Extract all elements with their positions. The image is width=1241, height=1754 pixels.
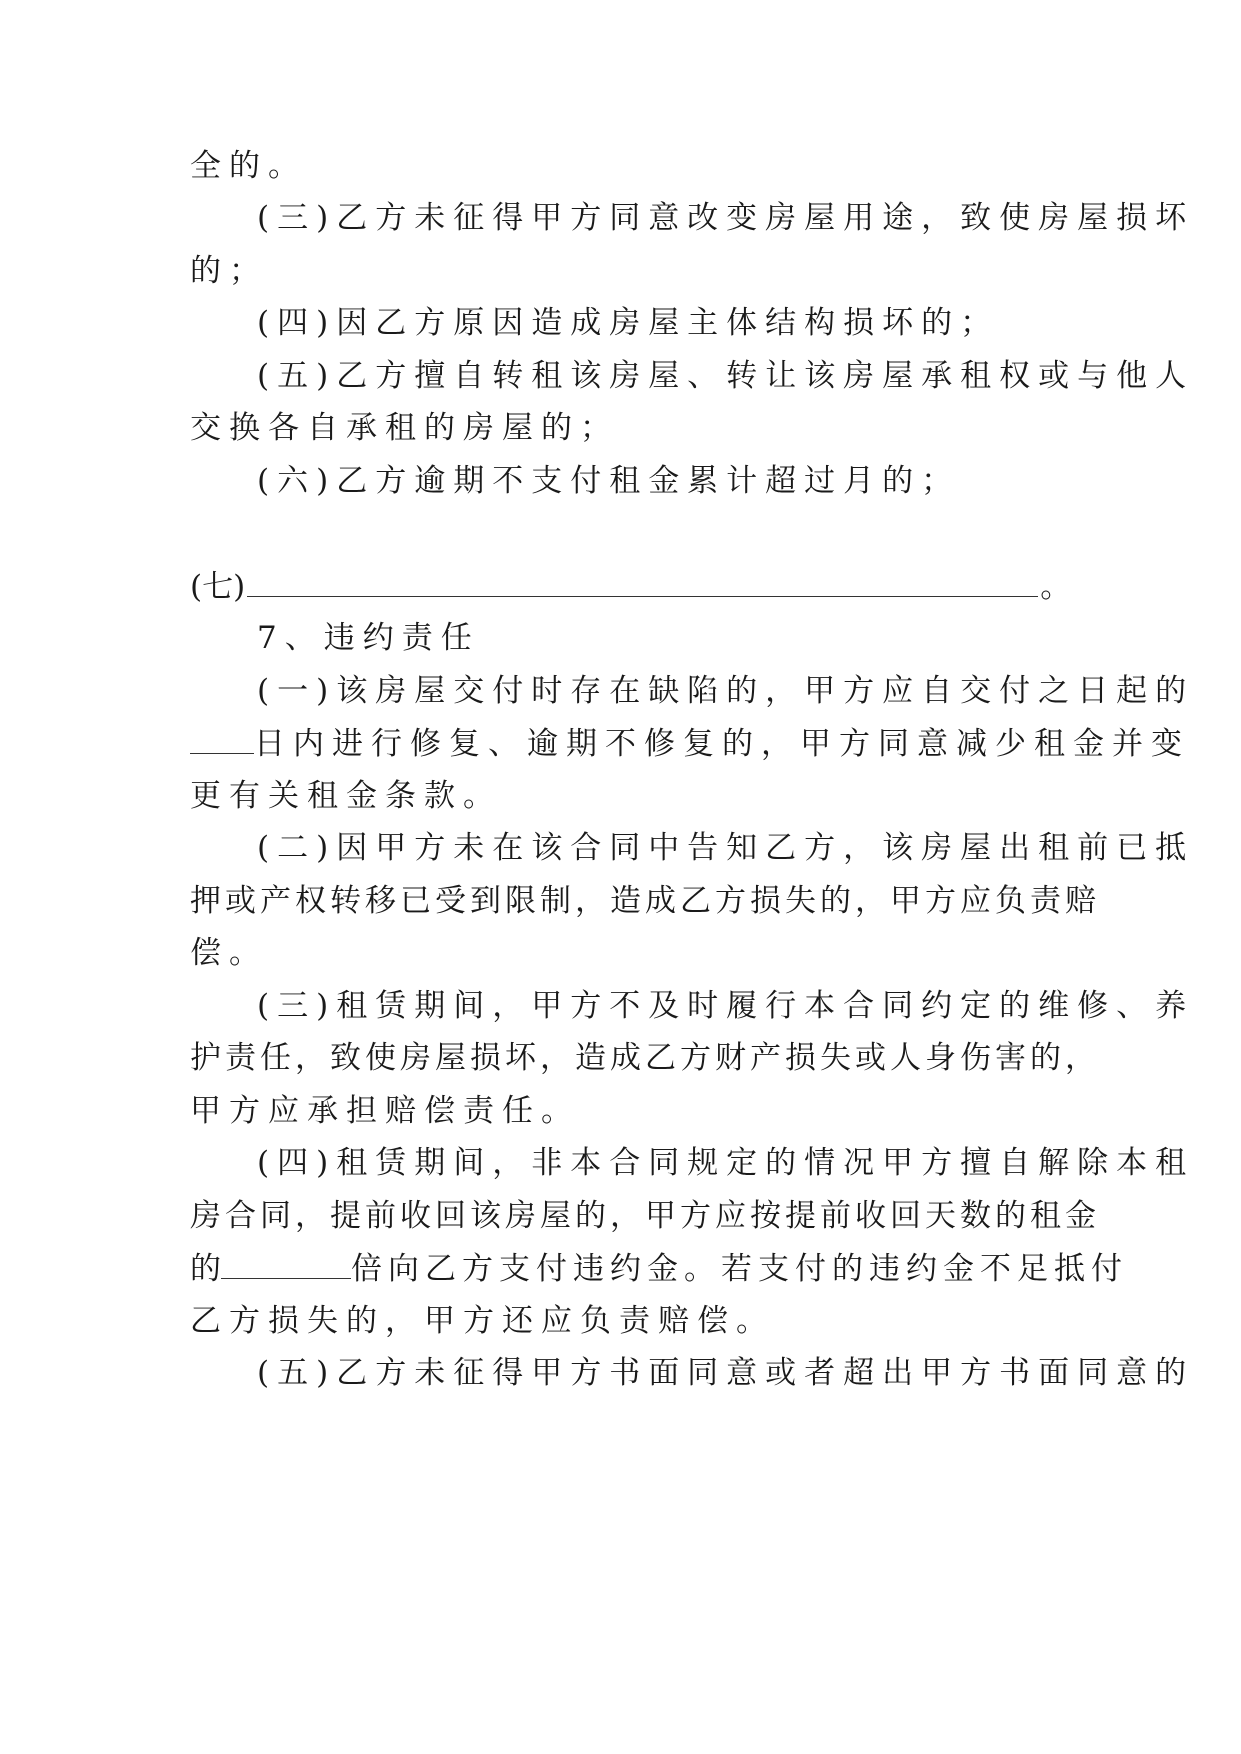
- text-span: 7、违约责任: [257, 620, 480, 656]
- text-span: (三)租赁期间，甲方不及时履行本合同约定的维修、养: [257, 988, 1195, 1024]
- text-span: (二)因甲方未在该合同中告知乙方，该房屋出租前已抵: [257, 830, 1195, 866]
- text-line: [190, 408, 1070, 448]
- text-line: [257, 461, 1137, 501]
- text-span: (四)租赁期间，非本合同规定的情况甲方擅自解除本租: [257, 1145, 1195, 1181]
- text-span: 甲方应承担赔偿责任。: [190, 1093, 580, 1129]
- text-span: 乙方损失的，甲方还应负责赔偿。: [190, 1303, 775, 1339]
- text-span: 日内进行修复、逾期不修复的，甲方同意减少租金并变: [254, 726, 1190, 762]
- text-line: [257, 303, 1137, 343]
- fill-blank: [247, 566, 1038, 597]
- text-line: [190, 881, 1100, 921]
- text-span: 偿。: [190, 935, 268, 971]
- text-span: 。: [1040, 569, 1072, 605]
- text-line: [190, 146, 1070, 186]
- text-line: [190, 1038, 1100, 1078]
- text-span: 的: [190, 1251, 221, 1287]
- text-line: [257, 198, 1195, 238]
- text-line: [190, 776, 1070, 816]
- text-line: [190, 1196, 1100, 1236]
- text-span: (五)乙方未征得甲方书面同意或者超出甲方书面同意的: [257, 1355, 1195, 1391]
- text-line: [190, 1248, 1128, 1288]
- text-line: [257, 828, 1195, 868]
- text-span: (一)该房屋交付时存在缺陷的，甲方应自交付之日起的: [257, 673, 1195, 709]
- text-line: [257, 1353, 1195, 1393]
- text-span: 倍向乙方支付违约金。若支付的违约金不足抵付: [351, 1251, 1128, 1287]
- text-span: 全的。: [190, 148, 307, 184]
- text-span: 护责任，致使房屋损坏，造成乙方财产损失或人身伤害的，: [190, 1040, 1100, 1076]
- text-span: (三)乙方未征得甲方同意改变房屋用途，致使房屋损坏: [257, 200, 1195, 236]
- text-span: 的；: [190, 253, 268, 289]
- text-line: [257, 986, 1195, 1026]
- text-line: [190, 933, 1070, 973]
- text-line: [257, 1143, 1195, 1183]
- text-line: [190, 1091, 1070, 1131]
- text-line: [257, 356, 1195, 396]
- text-line: [257, 671, 1195, 711]
- text-span: (四)因乙方原因造成房屋主体结构损坏的；: [257, 305, 1000, 341]
- text-span: (七): [190, 569, 246, 605]
- text-span: 交换各自承租的房屋的；: [190, 410, 619, 446]
- text-span: (五)乙方擅自转租该房屋、转让该房屋承租权或与他人: [257, 358, 1195, 394]
- text-line: [190, 723, 1190, 763]
- fill-blank: [190, 723, 254, 754]
- section-heading: [257, 618, 1137, 658]
- text-line: [190, 251, 1070, 291]
- fill-blank: [221, 1248, 351, 1279]
- text-span: 更有关租金条款。: [190, 778, 502, 814]
- text-line: [190, 566, 1070, 606]
- text-span: 押或产权转移已受到限制，造成乙方损失的，甲方应负责赔: [190, 883, 1100, 919]
- text-span: 房合同，提前收回该房屋的，甲方应按提前收回天数的租金: [190, 1198, 1100, 1234]
- text-span: (六)乙方逾期不支付租金累计超过月的；: [257, 463, 961, 499]
- text-line: [190, 1301, 1070, 1341]
